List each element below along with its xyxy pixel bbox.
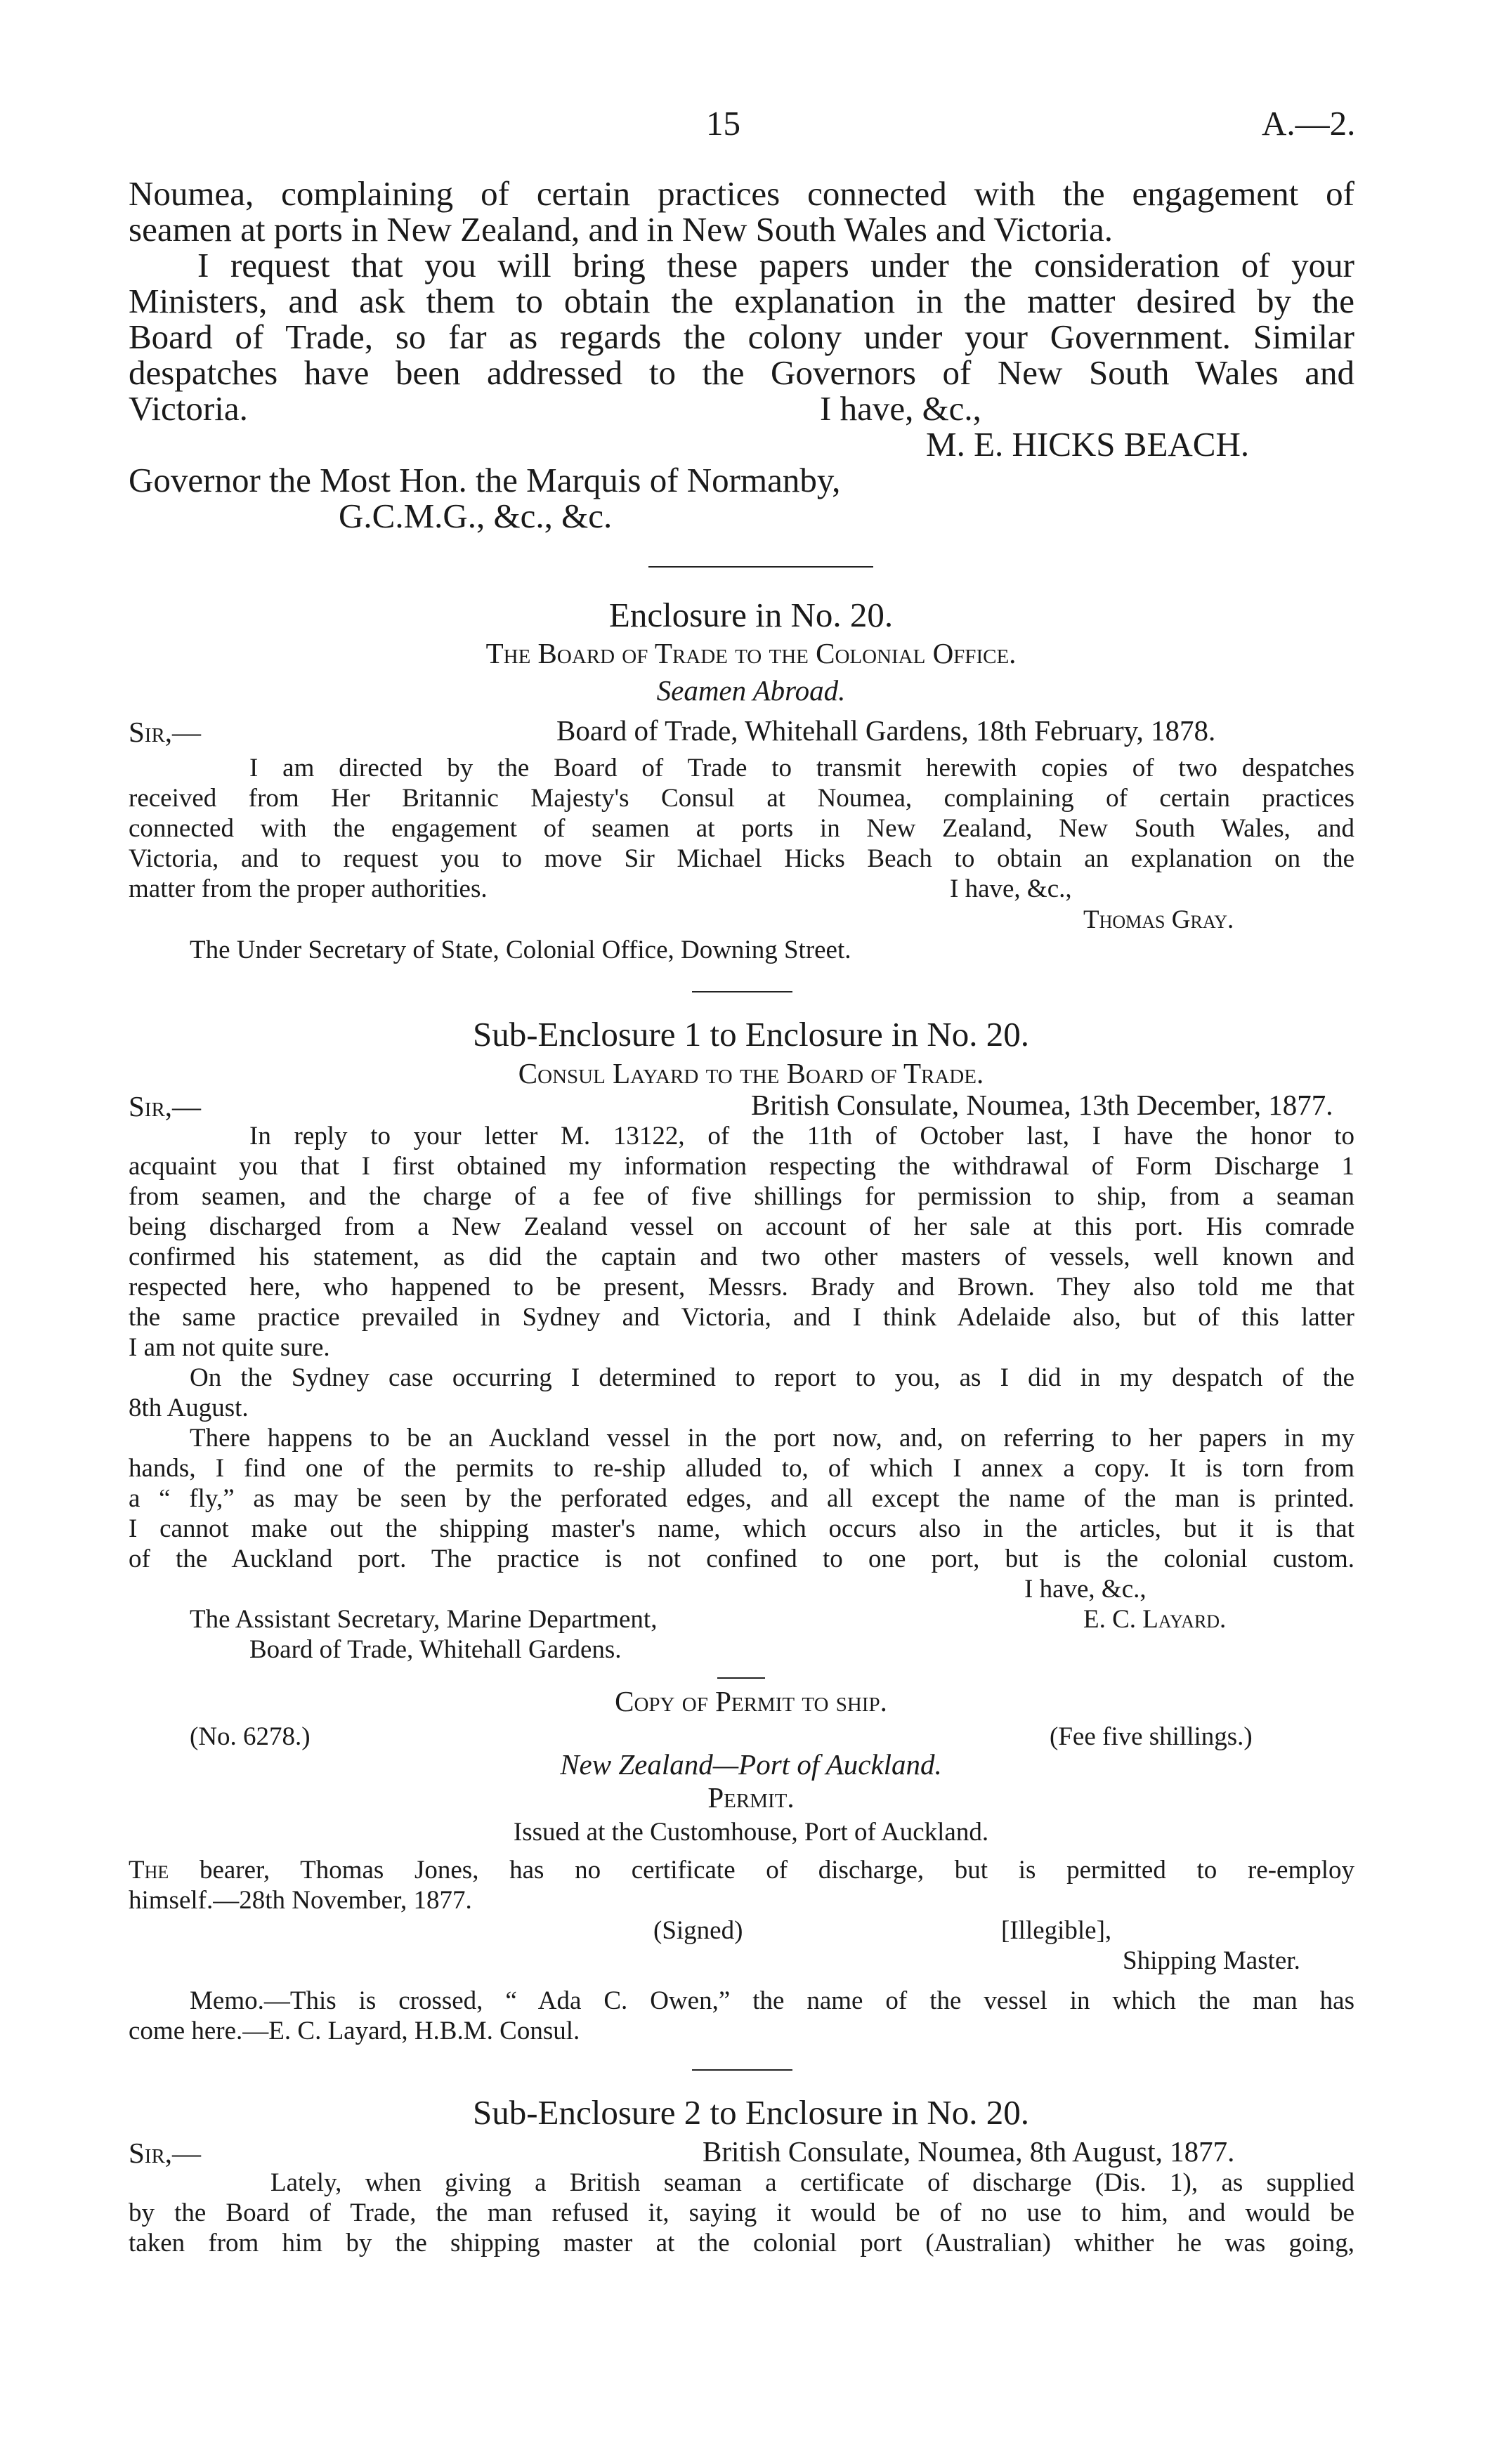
letter-line: of the Auckland port. The practice is not confined to one port, but is the colonial custom.: [129, 1545, 1354, 1573]
intro-line: Victoria.: [129, 389, 248, 428]
permit-text: himself.—28th November, 1877.: [129, 1886, 472, 1915]
section-divider: [648, 566, 873, 568]
letter-line: I cannot make out the shipping master's name, which occurs also in the articles, but it is that: [129, 1514, 1354, 1543]
letter-line: received from Her Britannic Majesty's Consul at Noumea, complaining of certain practices: [129, 784, 1354, 813]
letter-line: There happens to be an Auckland vessel in the port now, and, on referring to her papers in my: [190, 1424, 1354, 1453]
permit-lead-word: The: [129, 1856, 169, 1885]
letter-line: respected here, who happened to be present, Messrs. Brady and Brown. They also told me that: [129, 1273, 1354, 1302]
letter-line: by the Board of Trade, the man refused it, saying it would be of no use to him, and would be: [129, 2198, 1354, 2227]
closing: I have, &c.,: [950, 874, 1072, 903]
addressee: Board of Trade, Whitehall Gardens.: [249, 1635, 622, 1664]
closing: I have, &c.,: [820, 389, 981, 428]
signer-name: [Illegible],: [1001, 1916, 1112, 1945]
letter-line: On the Sydney case occurring I determined to report to you, as I did in my despatch of the: [190, 1363, 1354, 1392]
signature: E. C. Layard.: [1083, 1605, 1227, 1634]
permit-label: Permit.: [707, 1781, 795, 1814]
addressee: Governor the Most Hon. the Marquis of Normanby,: [129, 461, 841, 499]
section-divider: [692, 991, 792, 992]
subject: Seamen Abroad.: [656, 674, 846, 707]
dateline: Board of Trade, Whitehall Gardens, 18th February, 1878.: [556, 714, 1216, 747]
section-subheading: Consul Layard to the Board of Trade.: [518, 1057, 984, 1089]
signer-role: Shipping Master.: [1123, 1946, 1300, 1975]
letter-line: being discharged from a New Zealand vessel on account of her sale at this port. His comrade: [129, 1212, 1354, 1241]
permit-issued: Issued at the Customhouse, Port of Auckland.: [513, 1818, 989, 1847]
permit-text-rest: bearer, Thomas Jones, has no certificate of discharge, but is permitted to re-employ: [199, 1856, 1355, 1885]
section-divider: [692, 2069, 792, 2071]
letter-line: Lately, when giving a British seaman a certificate of discharge (Dis. 1), as supplied: [270, 2168, 1354, 2197]
permit-title: Copy of Permit to ship.: [615, 1685, 887, 1717]
memo-line: Memo.—This is crossed, “ Ada C. Owen,” the name of the vessel in which the man has: [190, 1986, 1354, 2015]
dateline: British Consulate, Noumea, 8th August, 1877.: [703, 2135, 1235, 2168]
letter-line: 8th August.: [129, 1394, 249, 1422]
closing: I have, &c.,: [1024, 1575, 1147, 1604]
letter-line: I am directed by the Board of Trade to transmit herewith copies of two despatches: [249, 754, 1354, 782]
addressee: The Assistant Secretary, Marine Department,: [190, 1605, 658, 1634]
memo-line: come here.—E. C. Layard, H.B.M. Consul.: [129, 2017, 580, 2045]
section-divider: [717, 1677, 765, 1679]
letter-line: hands, I find one of the permits to re-ship alluded to, of which I annex a copy. It is torn from: [129, 1454, 1354, 1483]
intro-line: seamen at ports in New Zealand, and in New South Wales and Victoria.: [129, 210, 1114, 249]
salutation: Sir,—: [129, 716, 202, 748]
section-subheading: The Board of Trade to the Colonial Office.: [485, 637, 1017, 669]
intro-line: despatches have been addressed to the Governors of New South Wales and: [129, 353, 1354, 392]
dateline: British Consulate, Noumea, 13th December, 1877.: [751, 1089, 1333, 1121]
letter-line: acquaint you that I first obtained my information respecting the withdrawal of Form Discharge 1: [129, 1152, 1354, 1181]
letter-line: from seamen, and the charge of a fee of five shillings for permission to ship, from a seaman: [129, 1182, 1354, 1211]
permit-text: [129, 1855, 1354, 1886]
section-heading: Enclosure in No. 20.: [608, 596, 894, 634]
page-number: 15: [706, 104, 740, 143]
signature: M. E. HICKS BEACH.: [926, 425, 1250, 464]
permit-number: (No. 6278.): [190, 1722, 311, 1751]
letter-line: In reply to your letter M. 13122, of the 11th of October last, I have the honor to: [249, 1122, 1354, 1151]
permit-fee: (Fee five shillings.): [1050, 1722, 1253, 1751]
document-reference: A.—2.: [1262, 104, 1356, 143]
addressee: The Under Secretary of State, Colonial Office, Downing Street.: [190, 936, 851, 964]
letter-line: matter from the proper authorities.: [129, 874, 488, 903]
letter-line: connected with the engagement of seamen at ports in New Zealand, New South Wales, and: [129, 814, 1354, 843]
letter-line: taken from him by the shipping master at the colonial port (Australian) whither he was going,: [129, 2229, 1354, 2257]
salutation: Sir,—: [129, 1090, 202, 1122]
intro-line: Board of Trade, so far as regards the colony under your Government. Similar: [129, 317, 1354, 356]
letter-line: I am not quite sure.: [129, 1333, 330, 1362]
intro-line: I request that you will bring these papers under the consideration of your: [197, 246, 1354, 284]
intro-line: Ministers, and ask them to obtain the explanation in the matter desired by the: [129, 282, 1354, 320]
letter-line: Victoria, and to request you to move Sir Michael Hicks Beach to obtain an explanation on the: [129, 844, 1354, 873]
permit-port: New Zealand—Port of Auckland.: [560, 1748, 942, 1781]
section-heading: Sub-Enclosure 1 to Enclosure in No. 20.: [472, 1015, 1030, 1054]
letter-line: confirmed his statement, as did the captain and two other masters of vessels, well known and: [129, 1243, 1354, 1271]
salutation: Sir,—: [129, 2137, 202, 2169]
signature: Thomas Gray.: [1083, 905, 1234, 934]
intro-line: Noumea, complaining of certain practices connected with the engagement of: [129, 174, 1354, 213]
addressee: G.C.M.G., &c., &c.: [339, 497, 613, 535]
section-heading: Sub-Enclosure 2 to Enclosure in No. 20.: [472, 2093, 1030, 2132]
letter-line: the same practice prevailed in Sydney and Victoria, and I think Adelaide also, but of this latter: [129, 1303, 1354, 1332]
letter-line: a “ fly,” as may be seen by the perforated edges, and all except the name of the man is printed.: [129, 1484, 1354, 1513]
signed-label: (Signed): [653, 1916, 743, 1945]
